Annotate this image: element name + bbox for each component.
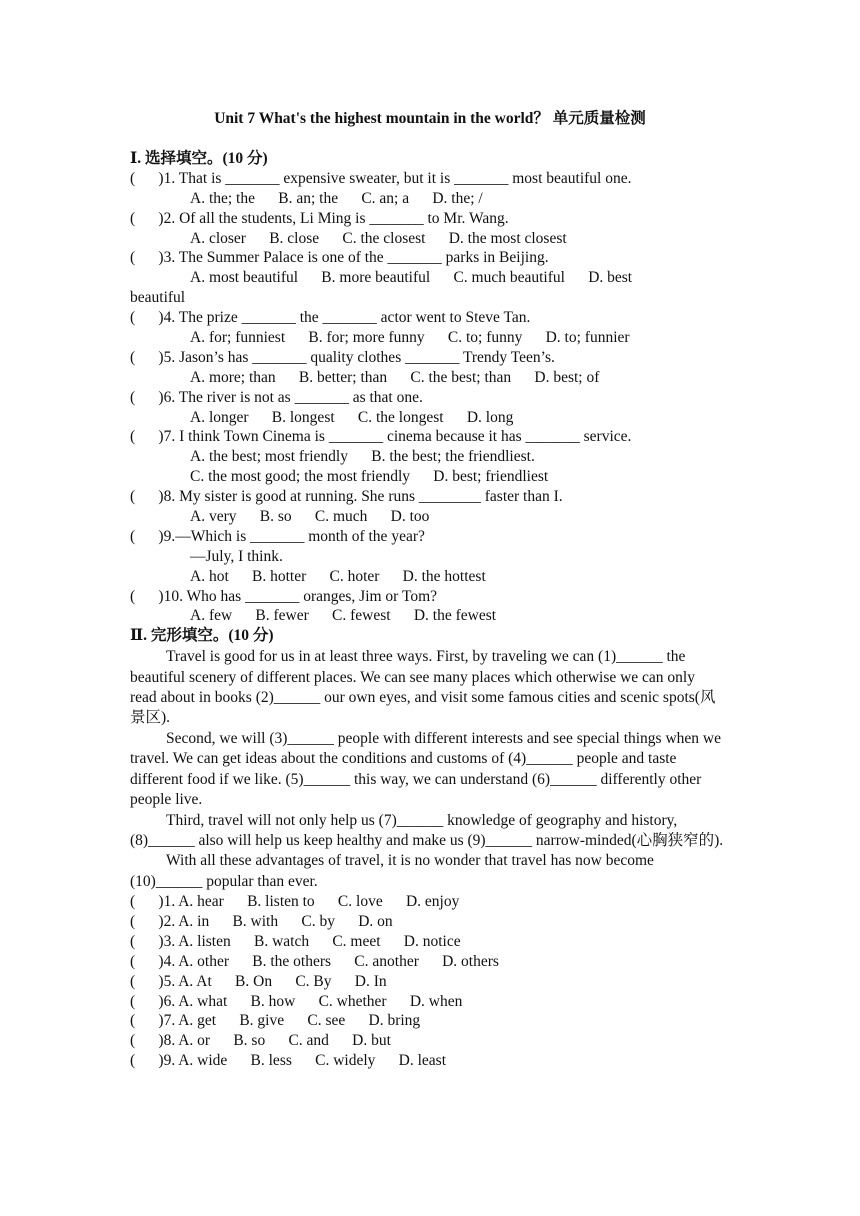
question-1: ( )1. That is _______ expensive sweater, but it is _______ most beautiful one. (130, 169, 632, 187)
question-6: ( )6. The river is not as _______ as that one. (130, 388, 423, 406)
question-7-options-a: A. the best; most friendly B. the best; the friendliest. (190, 448, 535, 466)
cloze-option-2: ( )2. A. in B. with C. by D. on (130, 913, 393, 931)
worksheet-content (130, 149, 730, 1071)
question-6-options: A. longer B. longest C. the longest D. long (190, 408, 514, 426)
question-4-options: A. for; funniest B. for; more funny C. to; funny D. to; funnier (190, 329, 630, 347)
cloze-paragraph-1: Travel is good for us in at least three ways. First, by traveling we can (1)______ the beautiful scenery of different places. We can see many places which otherwise we can only read about in books (2)______ our own eyes, and visit some famous cities and scenic spots(风景区). (130, 648, 716, 727)
cloze-option-9: ( )9. A. wide B. less C. widely D. least (130, 1052, 447, 1070)
cloze-paragraph-2: Second, we will (3)______ people with different interests and see special things when we travel. We can get ideas about the conditions and customs of (4)______ people and taste different food if we like. (5)______ this way, we can understand (6)______ differently other people live. (130, 729, 721, 809)
cloze-option-6: ( )6. A. what B. how C. whether D. when (130, 992, 463, 1010)
cloze-option-4: ( )4. A. other B. the others C. another D. others (130, 952, 499, 970)
cloze-option-1: ( )1. A. hear B. listen to C. love D. enjoy (130, 893, 460, 911)
question-1-options: A. the; the B. an; the C. an; a D. the; / (190, 189, 483, 207)
cloze-option-3: ( )3. A. listen B. watch C. meet D. notice (130, 932, 461, 950)
question-10-options: A. few B. fewer C. fewest D. the fewest (190, 607, 497, 625)
question-9-options: A. hot B. hotter C. hoter D. the hottest (190, 567, 486, 585)
question-9-answer-line: —July, I think. (190, 547, 283, 565)
cloze-option-7: ( )7. A. get B. give C. see D. bring (130, 1012, 421, 1030)
question-8-options: A. very B. so C. much D. too (190, 508, 430, 526)
cloze-option-8: ( )8. A. or B. so C. and D. but (130, 1032, 391, 1050)
section1-heading: Ⅰ. 选择填空。(10 分) (130, 150, 268, 167)
cloze-option-5: ( )5. A. At B. On C. By D. In (130, 972, 387, 990)
question-3-options-wrap: beautiful (130, 289, 186, 307)
section2-heading: Ⅱ. 完形填空。(10 分) (130, 627, 274, 645)
question-8: ( )8. My sister is good at running. She runs ________ faster than I. (130, 488, 563, 506)
question-3-options: A. most beautiful B. more beautiful C. much beautiful D. best (190, 269, 633, 287)
question-3: ( )3. The Summer Palace is one of the _______ parks in Beijing. (130, 249, 549, 267)
question-9: ( )9.—Which is _______ month of the year? (130, 527, 425, 545)
question-7: ( )7. I think Town Cinema is _______ cinema because it has _______ service. (130, 428, 632, 446)
question-2-options: A. closer B. close C. the closest D. the most closest (190, 229, 567, 247)
question-7-options-b: C. the most good; the most friendly D. best; friendliest (190, 468, 549, 486)
question-5-options: A. more; than B. better; than C. the best; than D. best; of (190, 368, 600, 386)
question-4: ( )4. The prize _______ the _______ actor went to Steve Tan. (130, 309, 531, 327)
question-10: ( )10. Who has _______ oranges, Jim or Tom? (130, 587, 438, 605)
question-2: ( )2. Of all the students, Li Ming is _______ to Mr. Wang. (130, 209, 509, 227)
cloze-paragraph-4: With all these advantages of travel, it is no wonder that travel has now become (10)______ popular than ever. (130, 852, 654, 890)
cloze-paragraph-3: Third, travel will not only help us (7)______ knowledge of geography and history, (8)______ also will help us keep healthy and make us (9)______ narrow-minded(心胸狭窄的). (130, 811, 724, 849)
question-5: ( )5. Jason’s has _______ quality clothes _______ Trendy Teen’s. (130, 348, 555, 366)
page-title: Unit 7 What's the highest mountain in the world？ 单元质量检测 (214, 110, 646, 127)
